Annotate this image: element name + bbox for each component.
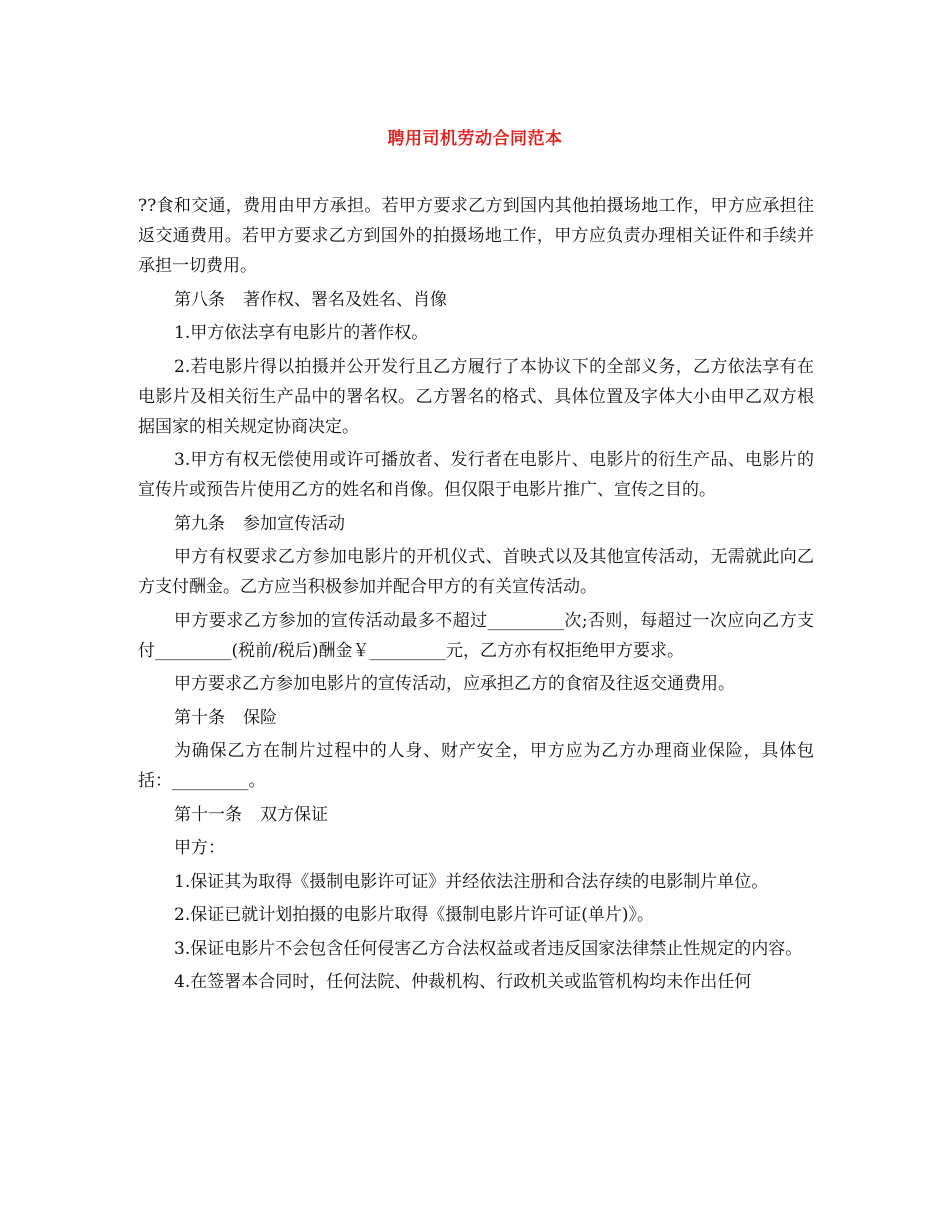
paragraph: 3.甲方有权无偿使用或许可播放者、发行者在电影片、电影片的衍生产品、电影片的宣传片或预告片使用乙方的姓名和肖像。但仅限于电影片推广、宣传之目的。 [138,450,814,500]
paragraph-continuation: ??食和交通，费用由甲方承担。若甲方要求乙方到国内其他拍摄场地工作，甲方应承担往返交通费用。若甲方要求乙方到国外的拍摄场地工作，甲方应负责办理相关证件和手续并承担一切费用。 [138,196,814,276]
article-number: 第十条 [174,707,225,728]
document-body [138,191,814,1001]
paragraph: 2.保证已就计划拍摄的电影片取得《摄制电影片许可证(单片)》。 [174,905,654,925]
article-11-heading [138,800,814,830]
article-number: 第八条 [174,289,225,310]
article-9-heading [138,509,814,539]
paragraph: 甲方要求乙方参加电影片的宣传活动，应承担乙方的食宿及往返交通费用。 [174,674,735,694]
paragraph: 甲方要求乙方参加的宣传活动最多不超过_________次;否则，每超过一次应向乙方支付_________(税前/税后)酬金￥_________元，乙方亦有权拒绝甲方要求。 [138,610,814,661]
article-name: 双方保证 [260,804,328,825]
paragraph: 甲方： [174,838,225,858]
article-name: 保险 [243,707,277,728]
article-10-heading [138,703,814,733]
article-number: 第十一条 [174,804,242,825]
paragraph: 4.在签署本合同时，任何法院、仲裁机构、行政机关或监管机构均未作出任何 [174,972,752,992]
article-name: 著作权、署名及姓名、肖像 [243,289,447,310]
article-8-heading [138,285,814,315]
article-name: 参加宣传活动 [243,513,345,534]
paragraph: 2.若电影片得以拍摄并公开发行且乙方履行了本协议下的全部义务，乙方依法享有在电影片及相关衍生产品中的署名权。乙方署名的格式、具体位置及字体大小由甲乙双方根据国家的相关规定协商决定。 [138,356,814,437]
paragraph: 1.甲方依法享有电影片的著作权。 [174,323,429,343]
paragraph: 为确保乙方在制片过程中的人身、财产安全，甲方应为乙方办理商业保险，具体包括：_________。 [138,741,814,791]
article-number: 第九条 [174,513,225,534]
paragraph: 3.保证电影片不会包含任何侵害乙方合法权益或者违反国家法律禁止性规定的内容。 [174,938,803,959]
document-title: 聘用司机劳动合同范本 [387,129,563,149]
paragraph: 1.保证其为取得《摄制电影许可证》并经依法注册和合法存续的电影制片单位。 [174,871,769,892]
paragraph: 甲方有权要求乙方参加电影片的开机仪式、首映式以及其他宣传活动，无需就此向乙方支付酬金。乙方应当积极参加并配合甲方的有关宣传活动。 [138,547,814,597]
